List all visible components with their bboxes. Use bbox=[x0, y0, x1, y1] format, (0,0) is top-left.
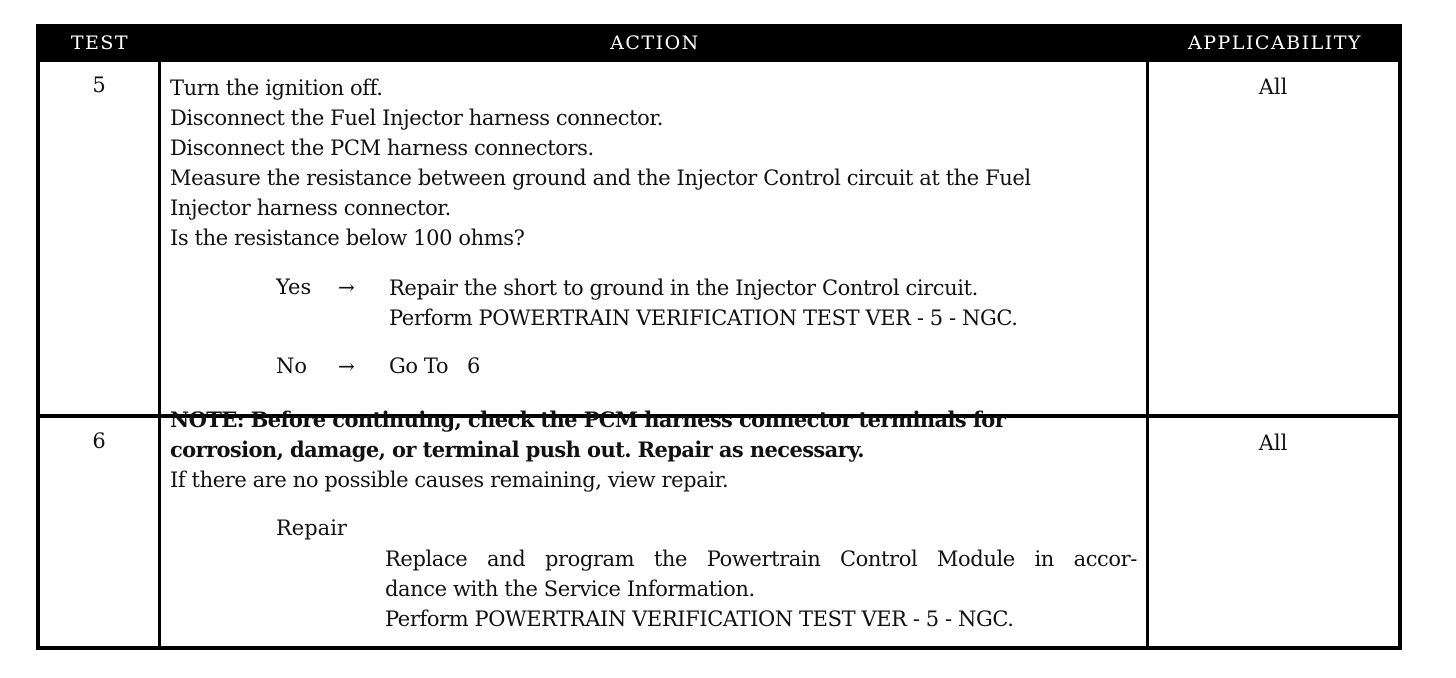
yes-response-line: Repair the short to ground in the Injector Control circuit. bbox=[389, 276, 978, 300]
row-5-applicability: All bbox=[1258, 75, 1288, 99]
row-6-test-number: 6 bbox=[92, 429, 106, 453]
column-divider-applicability bbox=[1146, 62, 1149, 646]
row-6-action-line: If there are no possible causes remaining, view repair. bbox=[170, 468, 729, 492]
header-test: TEST bbox=[70, 32, 130, 54]
table-header bbox=[40, 24, 1398, 62]
no-arrow-icon: → bbox=[338, 354, 355, 378]
repair-line: Replace and program the Powertrain Control Module in accor- bbox=[385, 547, 1137, 571]
row-5-action-line: Injector harness connector. bbox=[170, 196, 451, 220]
repair-line: dance with the Service Information. bbox=[385, 577, 755, 601]
row-5-action-line: Measure the resistance between ground and the Injector Control circuit at the Fuel bbox=[170, 166, 1031, 190]
row-5-action-line: Turn the ignition off. bbox=[170, 76, 383, 100]
yes-response-line: Perform POWERTRAIN VERIFICATION TEST VER - 5 - NGC. bbox=[389, 306, 1018, 330]
no-response-line: Go To 6 bbox=[389, 354, 480, 378]
column-divider-test bbox=[158, 62, 161, 646]
repair-label: Repair bbox=[276, 516, 347, 540]
row-5-action-line: Disconnect the PCM harness connectors. bbox=[170, 136, 594, 160]
row-5-test-number: 5 bbox=[92, 73, 106, 97]
yes-response-label: Yes bbox=[276, 275, 312, 299]
row-6-applicability: All bbox=[1258, 431, 1288, 455]
yes-arrow-icon: → bbox=[338, 275, 355, 299]
diagnostic-test-table bbox=[36, 24, 1402, 650]
row-5-action-line: Disconnect the Fuel Injector harness connector. bbox=[170, 106, 663, 130]
header-applicability: APPLICABILITY bbox=[1188, 32, 1362, 54]
row-6-note-line: corrosion, damage, or terminal push out. Repair as necessary. bbox=[170, 437, 865, 462]
no-response-label: No bbox=[276, 354, 308, 378]
row-6-note-line: NOTE: Before continuing, check the PCM harness connector terminals for bbox=[170, 407, 1006, 432]
repair-line: Perform POWERTRAIN VERIFICATION TEST VER - 5 - NGC. bbox=[385, 607, 1014, 631]
row-5-action-line: Is the resistance below 100 ohms? bbox=[170, 226, 525, 250]
header-action: ACTION bbox=[610, 32, 700, 54]
